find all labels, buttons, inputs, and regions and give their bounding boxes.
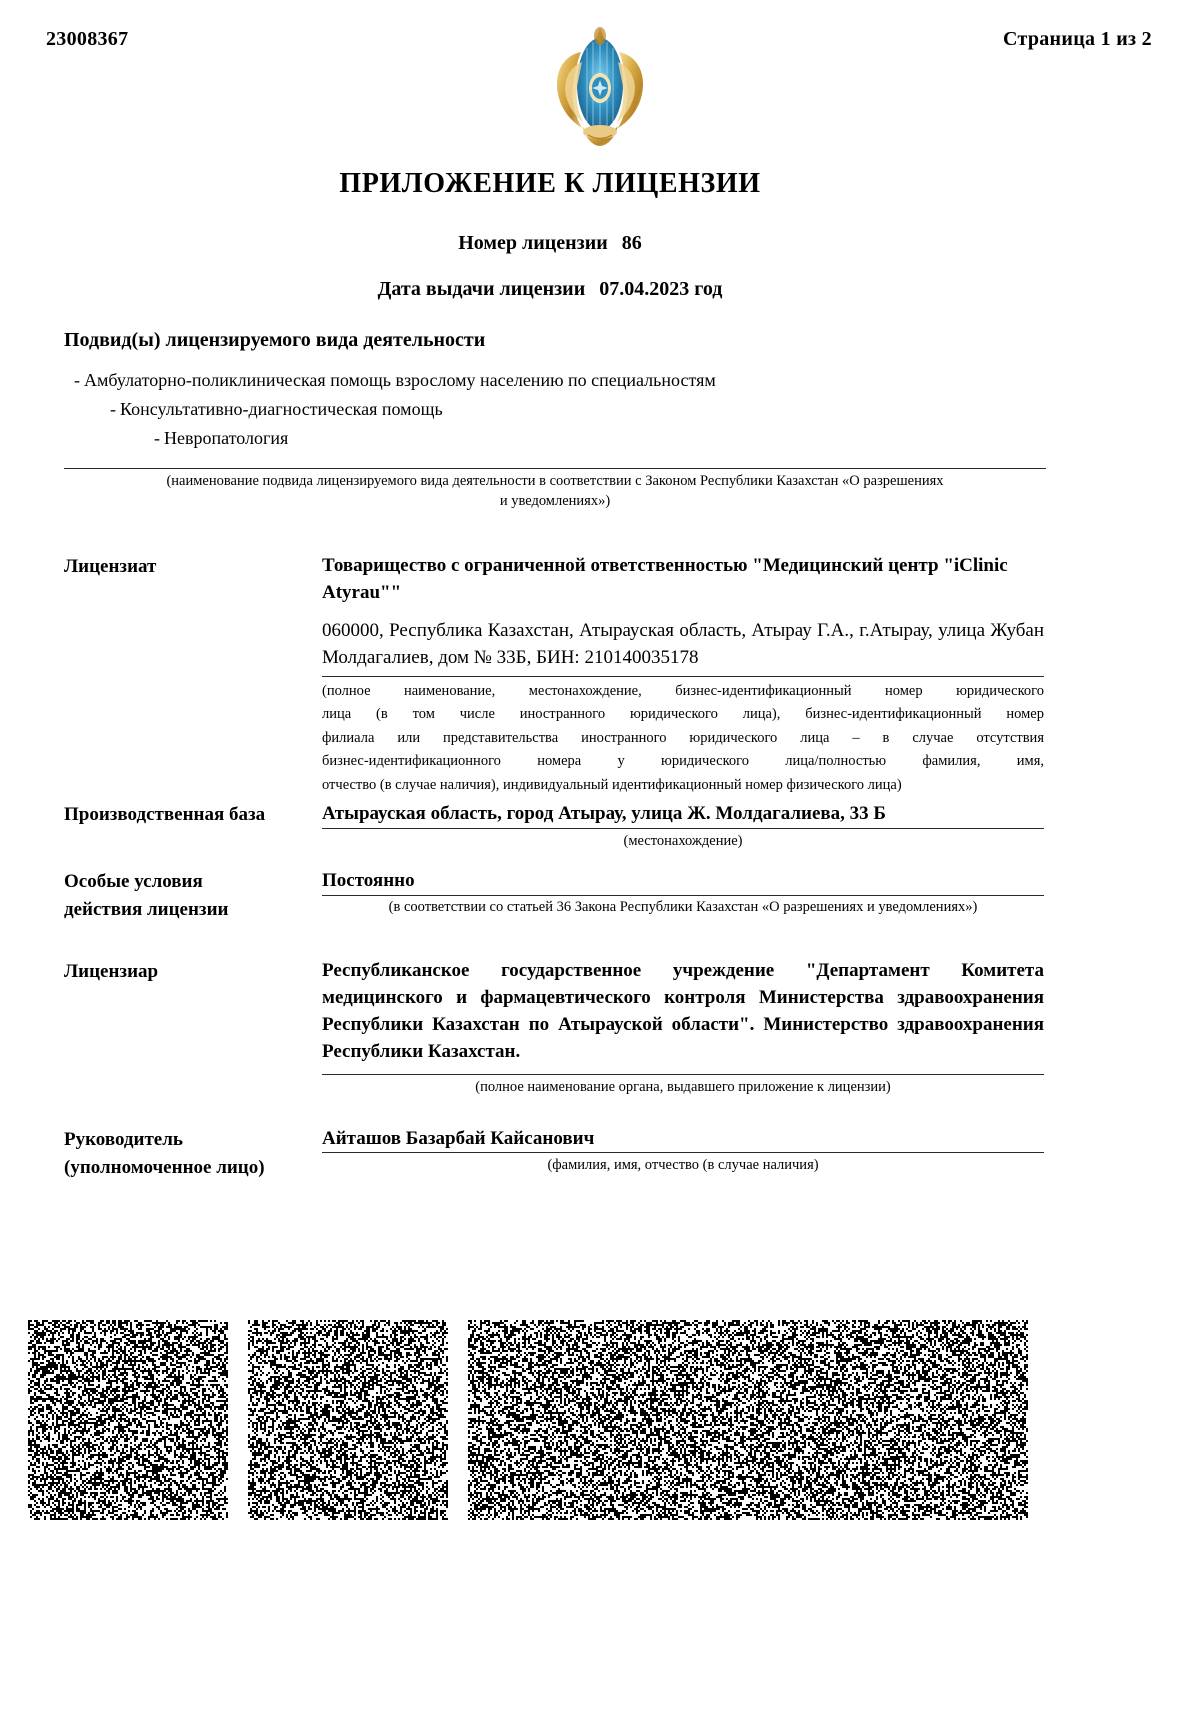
subtypes-list (64, 370, 1044, 457)
production-base-label: Производственная база (64, 804, 266, 825)
licensee-caption-line-4: бизнес-идентификационного номера у юридического лица/полностью фамилия, имя, (322, 753, 1044, 770)
production-base-caption: (местонахождение) (623, 833, 743, 849)
divider (322, 828, 1044, 829)
subtypes-caption (64, 472, 1046, 511)
production-base-value: Атырауская область, город Атырау, улица Ж. Молдагалиева, 33 Б (322, 803, 886, 824)
list-item-label: Невропатология (164, 428, 289, 448)
licensee-caption-line-3: филиала или представительства иностранного юридического лица – в случае отсутствия (322, 729, 1044, 746)
divider (322, 676, 1044, 677)
list-item-label: Консультативно-диагностическая помощь (120, 399, 443, 419)
license-number-row (0, 232, 1100, 255)
head-official-label-line-2: (уполномоченное лицо) (64, 1156, 265, 1178)
licensee-address: 060000, Республика Казахстан, Атырауская область, Атырау Г.А., г.Атырау, улица Жубан Молдагалиев, дом № 33Б, БИН: 210140035178 (322, 620, 1044, 668)
bullet-dash-icon: - (110, 399, 116, 419)
datamatrix-barcode (468, 1320, 1028, 1520)
list-item (64, 428, 1044, 449)
subtypes-heading: Подвид(ы) лицензируемого вида деятельности (64, 329, 486, 351)
datamatrix-barcode (28, 1320, 228, 1520)
special-conditions-label-line-1: Особые условия (64, 871, 203, 892)
bullet-dash-icon: - (74, 370, 80, 390)
special-conditions-label (64, 868, 314, 923)
subtypes-caption-line-1: (наименование подвида лицензируемого вида деятельности в соответствии с Законом Республики Казахстан «О разрешениях (166, 473, 944, 489)
licensor-label: Лицензиар (64, 961, 159, 982)
subtypes-caption-line-2: и уведомлениях») (499, 492, 611, 509)
licensee-name: Товарищество с ограниченной ответственностью "Медицинский центр "iClinic Atyrau"" (322, 555, 1008, 603)
document-number: 23008367 (46, 28, 129, 50)
divider (322, 895, 1044, 896)
head-official-caption: (фамилия, имя, отчество (в случае наличия) (547, 1157, 819, 1173)
license-date-label: Дата выдачи лицензии (377, 278, 586, 300)
licensee-caption-line-5: отчество (в случае наличия), индивидуальный идентификационный номер физического лица) (322, 776, 902, 793)
licensee-caption (322, 680, 1044, 797)
divider (64, 468, 1046, 469)
licensee-label: Лицензиат (64, 556, 157, 577)
special-conditions-value: Постоянно (322, 870, 415, 891)
licensee-caption-line-1: (полное наименование, местонахождение, бизнес-идентификационный номер юридического (322, 683, 1044, 699)
page-indicator: Страница 1 из 2 (1002, 28, 1152, 50)
list-item (64, 399, 1044, 420)
license-date-value: 07.04.2023 год (599, 278, 723, 300)
barcode-strip (28, 1320, 1038, 1530)
head-official-value: Айташов Базарбай Кайсанович (322, 1128, 595, 1149)
datamatrix-barcode (248, 1320, 448, 1520)
licensor-caption: (полное наименование органа, выдавшего приложение к лицензии) (475, 1079, 891, 1095)
divider (322, 1074, 1044, 1075)
divider (322, 1152, 1044, 1153)
license-date-row (0, 278, 1100, 301)
special-conditions-label-line-2: действия лицензии (64, 898, 229, 920)
list-item (64, 370, 1044, 391)
special-conditions-caption: (в соответствии со статьей 36 Закона Республики Казахстан «О разрешениях и уведомлениях») (388, 899, 978, 915)
head-official-label (64, 1126, 324, 1181)
license-number-label: Номер лицензии (458, 232, 608, 254)
licensee-caption-line-2: лица (в том числе иностранного юридического лица), бизнес-идентификационный номер (322, 706, 1044, 723)
kazakhstan-coat-of-arms-icon (548, 22, 652, 147)
list-item-label: Амбулаторно-поликлиническая помощь взрослому населению по специальностям (84, 370, 716, 390)
licensor-value: Республиканское государственное учреждение "Департамент Комитета медицинского и фармацевтического контроля Министерства здравоохранения Республики Казахстан по Атырауской области". Министерство здравоохранения Республики Казахстан. (322, 960, 1044, 1062)
page-title: ПРИЛОЖЕНИЕ К ЛИЦЕНЗИИ (339, 168, 761, 199)
bullet-dash-icon: - (154, 428, 160, 448)
head-official-label-line-1: Руководитель (64, 1129, 183, 1150)
license-number-value: 86 (621, 232, 642, 254)
